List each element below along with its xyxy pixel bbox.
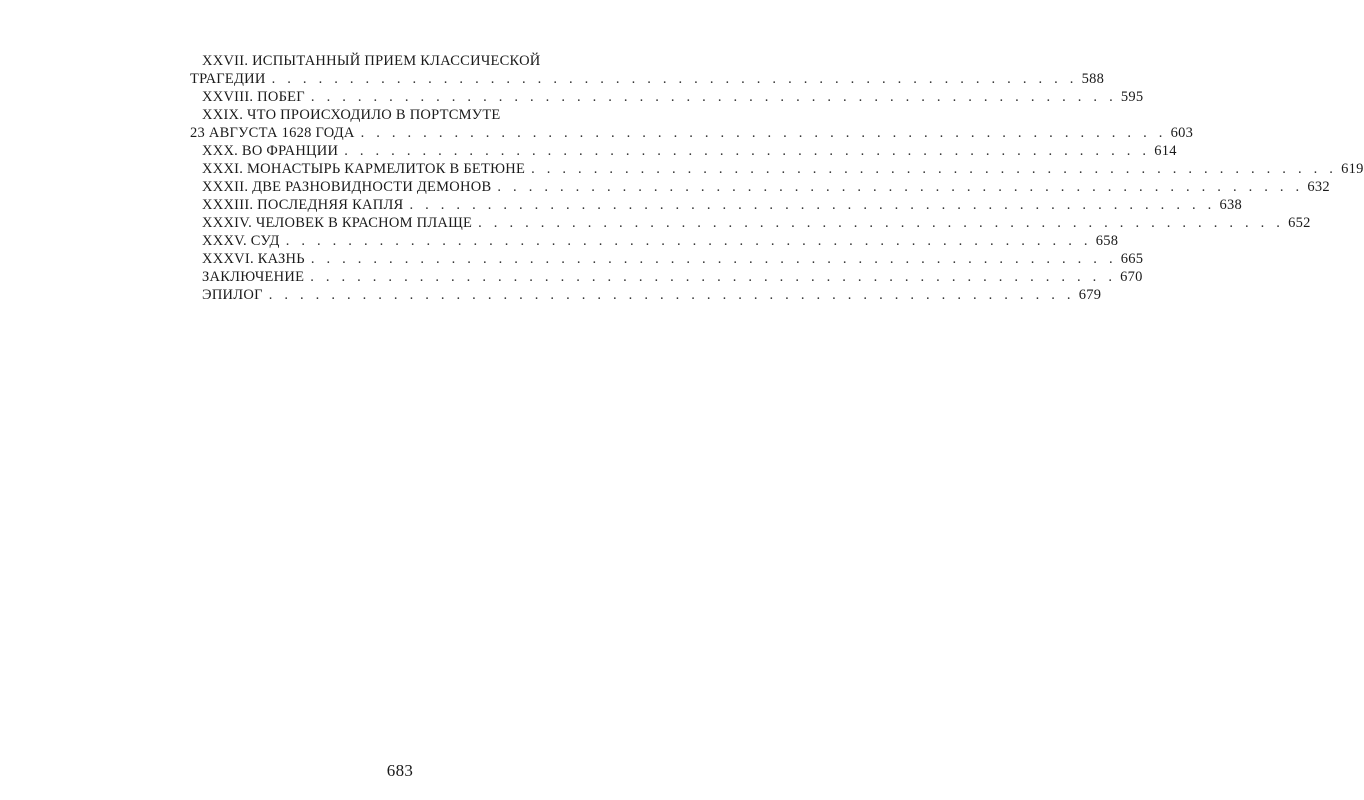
toc-entry-page: 614 [1154,143,1177,159]
toc-entry [190,214,1311,232]
dot-leader: . . . . . . . . . . . . . . . . . . . . . . . . . . . . . . . . . . . . . . . . . . . . . . . . . . . . [360,125,1167,141]
toc-entry-page: 665 [1120,251,1144,267]
dot-leader: . . . . . . . . . . . . . . . . . . . . . . . . . . . . . . . . . . . . . . . . . . . . . . . . . . . . [310,89,1117,105]
toc-entry-page: 679 [1078,287,1102,303]
dot-leader: . . . . . . . . . . . . . . . . . . . . . . . . . . . . . . . . . . . . . . . . . . . . . . . . . . . . [497,179,1304,195]
toc-entry [190,286,1102,304]
toc-entry-title: XXXIV. ЧЕЛОВЕК В КРАСНОМ ПЛАЩЕ [202,215,473,231]
toc-entry [190,124,1194,142]
toc-entry [190,70,1105,88]
toc-entry-page: 619 [1341,161,1364,177]
table-of-contents [190,52,1364,304]
toc-entry-title: XXVII. ИСПЫТАННЫЙ ПРИЕМ КЛАССИЧЕСКОЙ [202,53,541,69]
toc-entry [190,178,1330,196]
toc-entry [190,160,1364,178]
toc-entry-page: 595 [1120,89,1144,105]
dot-leader: . . . . . . . . . . . . . . . . . . . . . . . . . . . . . . . . . . . . . . . . . . . . . . . . . . . . [409,197,1216,213]
dot-leader: . . . . . . . . . . . . . . . . . . . . . . . . . . . . . . . . . . . . . . . . . . . . . . . . . . . . [344,143,1151,159]
toc-entry-title: XXXV. СУД [202,233,280,249]
toc-entry-title: XXXVI. КАЗНЬ [202,251,305,267]
toc-entry-heading [190,52,606,70]
toc-entry-title-continued: ТРАГЕДИИ [190,71,266,87]
dot-leader: . . . . . . . . . . . . . . . . . . . . . . . . . . . . . . . . . . . . . . . . . . . . . . . . . . . . [271,71,1078,87]
toc-entry-title: XXVIII. ПОБЕГ [202,89,305,105]
toc-entry-title: XXIX. ЧТО ПРОИСХОДИЛО В ПОРТСМУТЕ [202,107,501,123]
toc-entry-title: XXXI. МОНАСТЫРЬ КАРМЕЛИТОК В БЕТЮНЕ [202,161,526,177]
dot-leader: . . . . . . . . . . . . . . . . . . . . . . . . . . . . . . . . . . . . . . . . . . . . . . . . . . . . [310,251,1117,267]
toc-entry-page: 632 [1307,179,1330,195]
toc-entry-page: 670 [1120,269,1143,285]
dot-leader: . . . . . . . . . . . . . . . . . . . . . . . . . . . . . . . . . . . . . . . . . . . . . . . . . . . . [531,161,1338,177]
toc-entry-title: XXXII. ДВЕ РАЗНОВИДНОСТИ ДЕМОНОВ [202,179,492,195]
dot-leader: . . . . . . . . . . . . . . . . . . . . . . . . . . . . . . . . . . . . . . . . . . . . . . . . . . . . [268,287,1075,303]
dot-leader: . . . . . . . . . . . . . . . . . . . . . . . . . . . . . . . . . . . . . . . . . . . . . . . . . . . . [478,215,1285,231]
dot-leader: . . . . . . . . . . . . . . . . . . . . . . . . . . . . . . . . . . . . . . . . . . . . . . . . . . . . [310,269,1117,285]
toc-entry-title: XXX. ВО ФРАНЦИИ [202,143,339,159]
toc-entry [190,232,1119,250]
toc-entry [190,142,1177,160]
toc-entry-page: 652 [1288,215,1311,231]
toc-entry [190,250,1144,268]
toc-entry-title-continued: 23 АВГУСТА 1628 ГОДА [190,125,355,141]
toc-entry [190,196,1242,214]
toc-entry-page: 588 [1081,71,1105,87]
toc-entry-title: XXXIII. ПОСЛЕДНЯЯ КАПЛЯ [202,197,404,213]
toc-entry-heading [190,106,606,124]
toc-entry-page: 658 [1095,233,1119,249]
toc-entry-page: 603 [1170,125,1194,141]
page-number: 683 [386,761,414,780]
toc-entry-page: 638 [1219,197,1242,213]
toc-entry-title: ЭПИЛОГ [202,287,263,303]
toc-entry [190,88,1144,106]
toc-entry-title: ЗАКЛЮЧЕНИЕ [202,269,305,285]
dot-leader: . . . . . . . . . . . . . . . . . . . . . . . . . . . . . . . . . . . . . . . . . . . . . . . . . . . . [285,233,1092,249]
toc-entry [190,268,1143,286]
